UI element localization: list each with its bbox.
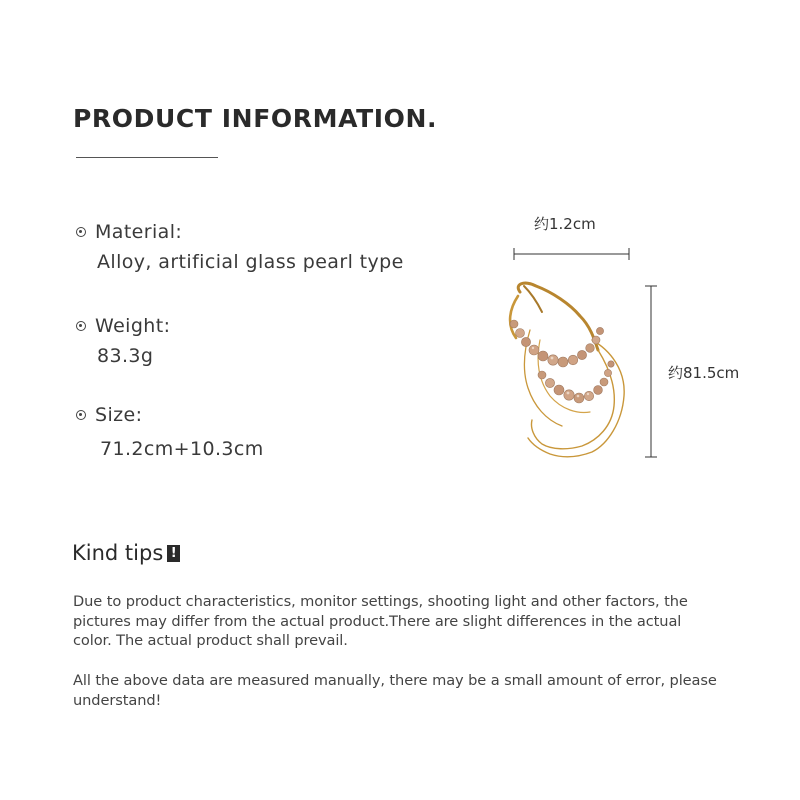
spec-weight: [76, 315, 170, 367]
tips-paragraph-1: Due to product characteristics, monitor settings, shooting light and other factors, the pictures may differ from the actual product.There are slight differences in the actual color. The actual product shall prevail.: [73, 593, 688, 649]
bullet-icon: [76, 410, 86, 420]
bullet-icon: [76, 227, 86, 237]
page-title: PRODUCT INFORMATION.: [73, 104, 438, 133]
product-figure: [480, 200, 780, 480]
length-dimension-line: [645, 286, 657, 457]
spec-size-label: Size:: [95, 404, 143, 426]
bullet-icon: [76, 321, 86, 331]
spec-material: [76, 221, 404, 273]
spec-weight-value: 83.3g: [97, 345, 154, 367]
width-dimension-line: [514, 248, 629, 260]
spec-material-value: Alloy, artificial glass pearl type: [97, 251, 404, 273]
kind-tips-heading: [72, 541, 180, 565]
length-dimension-label: 约81.5cm: [668, 364, 740, 382]
necklace-illustration: [480, 200, 780, 480]
spec-material-label: Material:: [95, 221, 183, 243]
width-dimension-label: 约1.2cm: [534, 215, 596, 233]
pearl-strand: [510, 320, 614, 403]
exclamation-icon: !: [167, 545, 180, 562]
tips-paragraph-2: All the above data are measured manually, there may be a small amount of error, please understand!: [73, 672, 717, 709]
spec-weight-label: Weight:: [95, 315, 171, 337]
spec-size: [76, 404, 264, 460]
title-divider: [76, 157, 218, 158]
spec-size-value: 71.2cm+10.3cm: [100, 438, 264, 460]
kind-tips-title: Kind tips: [72, 541, 164, 565]
